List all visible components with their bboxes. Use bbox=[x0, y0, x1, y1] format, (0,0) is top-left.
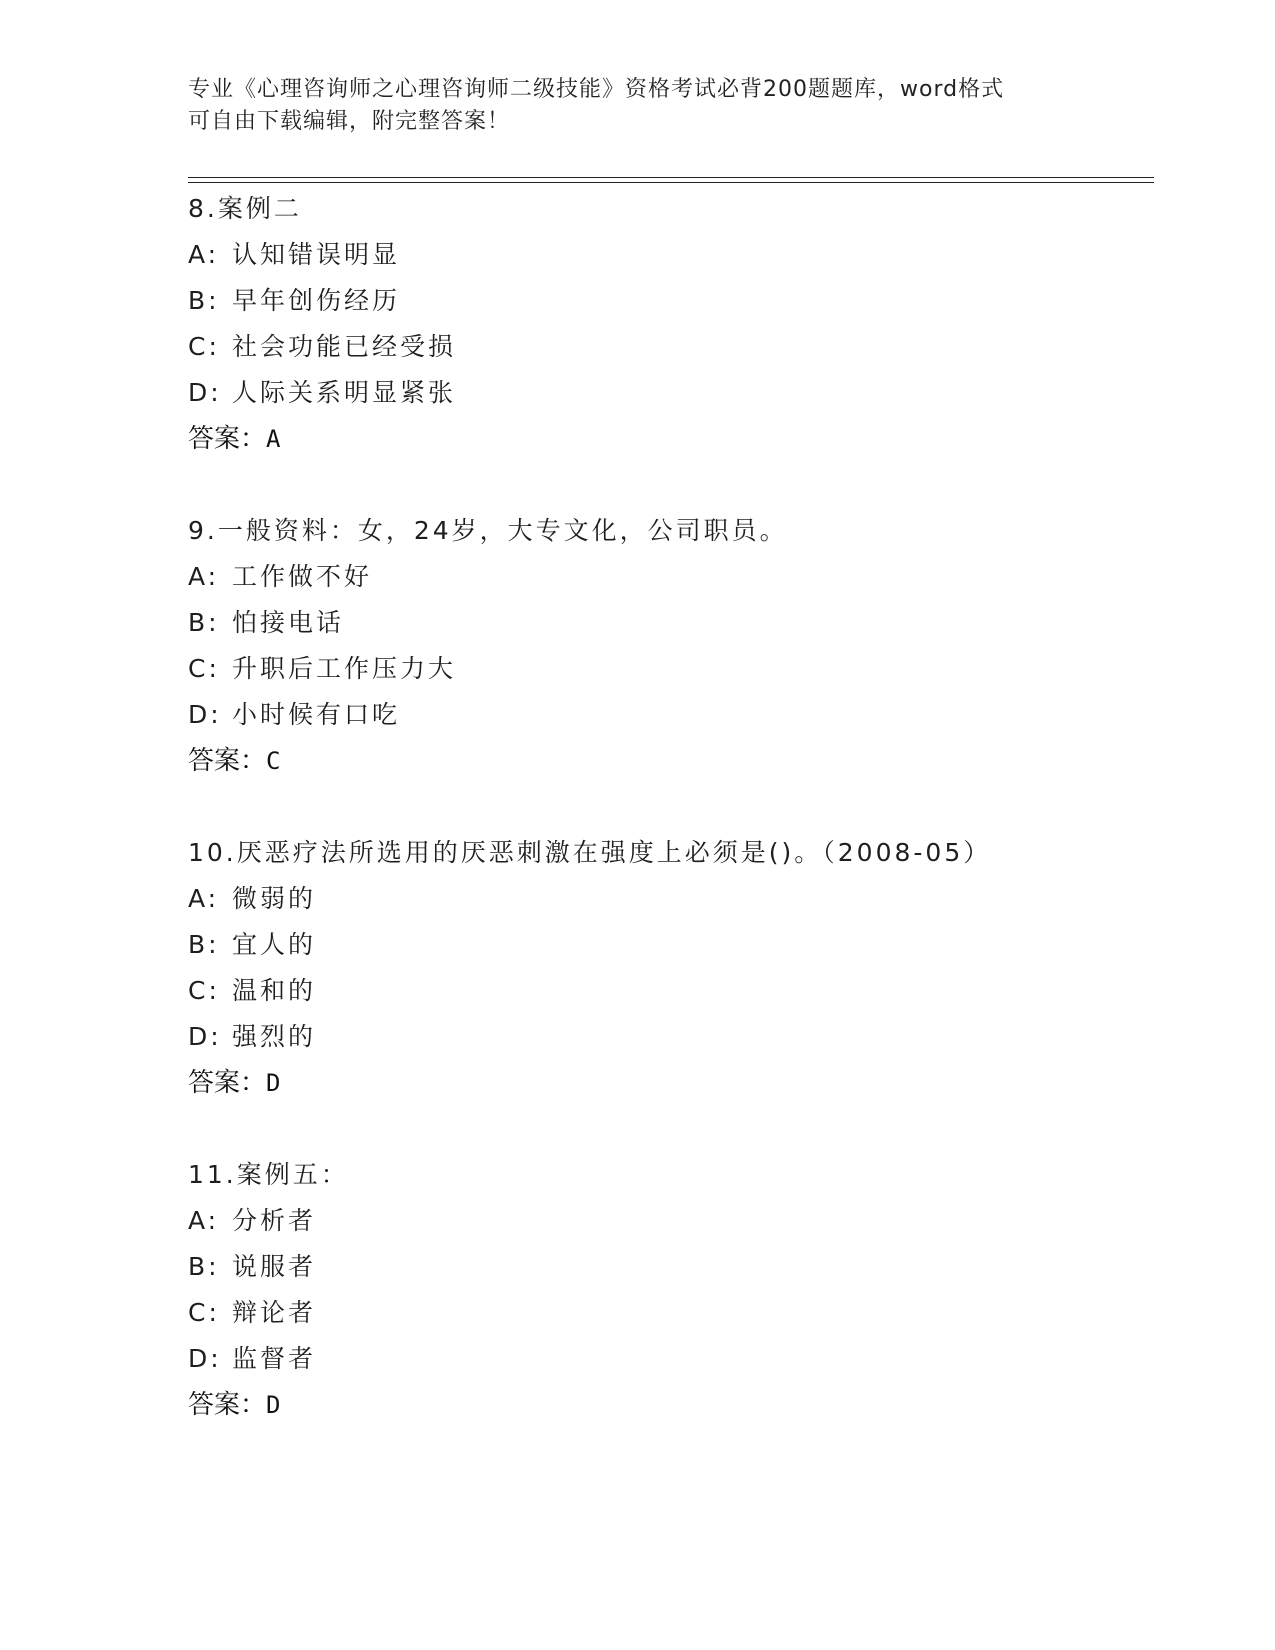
option-text: 升职后工作压力大 bbox=[232, 654, 457, 683]
option-letter: C: bbox=[188, 976, 220, 1005]
question-block bbox=[188, 1152, 1148, 1428]
option-letter: A: bbox=[188, 884, 220, 913]
question-block bbox=[188, 186, 1148, 462]
answer-label: 答案： bbox=[188, 1390, 267, 1420]
option-b bbox=[188, 600, 1148, 646]
option-text: 人际关系明显紧张 bbox=[232, 378, 457, 407]
answer-line bbox=[188, 738, 1148, 784]
option-letter: D: bbox=[188, 1022, 222, 1051]
answer-line bbox=[188, 1382, 1148, 1428]
option-text: 说服者 bbox=[232, 1252, 317, 1281]
answer-value: A bbox=[266, 425, 281, 453]
question-block bbox=[188, 830, 1148, 1106]
option-letter: D: bbox=[188, 700, 222, 729]
option-letter: D: bbox=[188, 378, 222, 407]
option-letter: A: bbox=[188, 562, 220, 591]
option-b bbox=[188, 922, 1148, 968]
option-letter: C: bbox=[188, 332, 220, 361]
option-text: 怕接电话 bbox=[232, 608, 345, 637]
option-text: 宜人的 bbox=[232, 930, 317, 959]
answer-label: 答案： bbox=[188, 424, 267, 454]
option-text: 小时候有口吃 bbox=[232, 700, 401, 729]
answer-value: C bbox=[266, 747, 281, 775]
option-letter: C: bbox=[188, 654, 220, 683]
option-text: 社会功能已经受损 bbox=[232, 332, 457, 361]
option-letter: D: bbox=[188, 1344, 222, 1373]
answer-label: 答案： bbox=[188, 746, 267, 776]
answer-line bbox=[188, 1060, 1148, 1106]
option-a bbox=[188, 876, 1148, 922]
header-divider-bottom bbox=[188, 182, 1154, 183]
option-letter: A: bbox=[188, 1206, 220, 1235]
question-list bbox=[188, 186, 1148, 1474]
question-block bbox=[188, 508, 1148, 784]
option-c bbox=[188, 646, 1148, 692]
option-text: 温和的 bbox=[232, 976, 317, 1005]
option-b bbox=[188, 278, 1148, 324]
question-stem: 9.一般资料：女，24岁，大专文化，公司职员。 bbox=[188, 516, 788, 545]
option-b bbox=[188, 1244, 1148, 1290]
option-d bbox=[188, 370, 1148, 416]
option-d bbox=[188, 1014, 1148, 1060]
option-a bbox=[188, 232, 1148, 278]
option-letter: B: bbox=[188, 286, 220, 315]
option-text: 认知错误明显 bbox=[232, 240, 401, 269]
option-letter: B: bbox=[188, 930, 220, 959]
option-text: 早年创伤经历 bbox=[232, 286, 401, 315]
header-line-1: 专业《心理咨询师之心理咨询师二级技能》资格考试必背200题题库，word格式 bbox=[188, 77, 1005, 102]
option-d bbox=[188, 1336, 1148, 1382]
document-header bbox=[188, 74, 1088, 138]
question-stem: 10.厌恶疗法所选用的厌恶刺激在强度上必须是()。（2008-05） bbox=[188, 838, 992, 867]
option-a bbox=[188, 1198, 1148, 1244]
option-letter: C: bbox=[188, 1298, 220, 1327]
option-letter: A: bbox=[188, 240, 220, 269]
answer-line bbox=[188, 416, 1148, 462]
header-divider-top bbox=[188, 177, 1154, 178]
question-stem: 8.案例二 bbox=[188, 194, 302, 223]
option-d bbox=[188, 692, 1148, 738]
option-c bbox=[188, 968, 1148, 1014]
option-text: 分析者 bbox=[232, 1206, 317, 1235]
question-stem: 11.案例五： bbox=[188, 1160, 349, 1189]
header-line-2: 可自由下载编辑，附完整答案！ bbox=[188, 109, 511, 134]
option-text: 工作做不好 bbox=[232, 562, 373, 591]
answer-label: 答案： bbox=[188, 1068, 267, 1098]
option-letter: B: bbox=[188, 1252, 220, 1281]
answer-value: D bbox=[266, 1391, 281, 1419]
option-c bbox=[188, 324, 1148, 370]
option-letter: B: bbox=[188, 608, 220, 637]
option-text: 监督者 bbox=[232, 1344, 317, 1373]
answer-value: D bbox=[266, 1069, 281, 1097]
option-c bbox=[188, 1290, 1148, 1336]
option-text: 微弱的 bbox=[232, 884, 317, 913]
option-a bbox=[188, 554, 1148, 600]
option-text: 辩论者 bbox=[232, 1298, 317, 1327]
option-text: 强烈的 bbox=[232, 1022, 317, 1051]
